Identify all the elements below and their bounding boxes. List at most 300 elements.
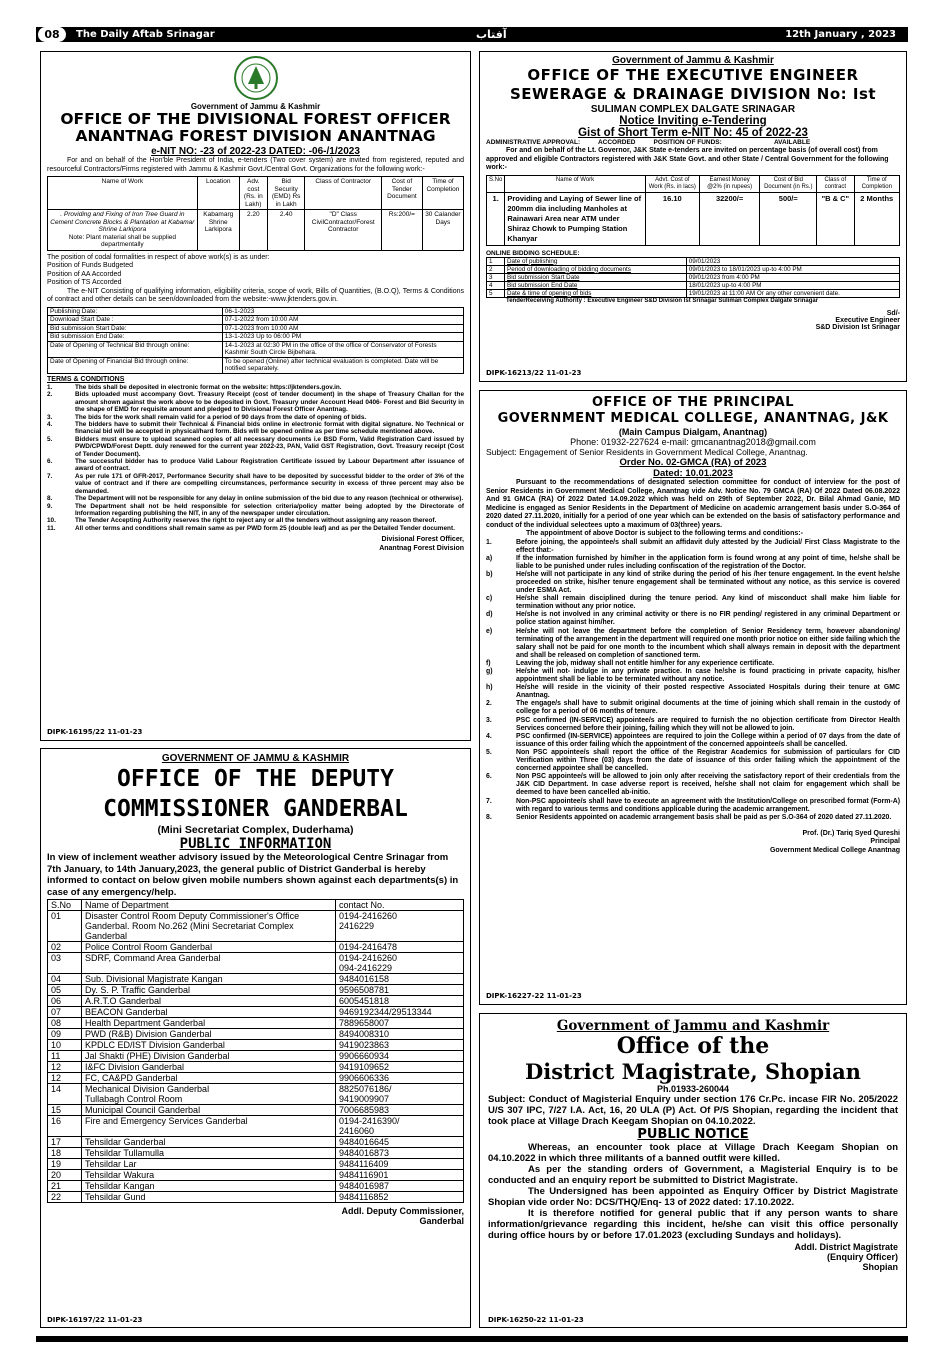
deputy-row-department: Tehsildar Ganderbal bbox=[82, 1137, 336, 1148]
medical-term-number: 2. bbox=[486, 700, 492, 708]
medical-term-item bbox=[486, 571, 900, 595]
medical-term-number: 4. bbox=[486, 732, 492, 740]
forest-date-value: To be opened (Online) after technical evaluation is completed. Date will be notified separately. bbox=[222, 357, 463, 373]
deputy-table-row bbox=[48, 1062, 464, 1073]
medical-sign-2: Principal bbox=[870, 838, 900, 846]
deputy-row-department: Jal Shakti (PHE) Division Ganderbal bbox=[82, 1051, 336, 1062]
sewer-schedule-table bbox=[486, 257, 900, 298]
sewer-schedule-date: 09/01/2023 from 4:00 PM bbox=[686, 273, 899, 281]
forest-term-number: 3. bbox=[47, 413, 53, 421]
shopian-sign-2: (Enquiry Officer) bbox=[826, 1252, 898, 1262]
deputy-row-contact: 9469192344/29513344 bbox=[336, 1007, 464, 1018]
deputy-row-department: Municipal Council Ganderbal bbox=[82, 1105, 336, 1116]
forest-term-item bbox=[47, 525, 464, 532]
forest-dates-table bbox=[47, 307, 464, 374]
deputy-table-row bbox=[48, 1051, 464, 1062]
deputy-table-row bbox=[48, 1181, 464, 1192]
medical-term-item bbox=[486, 684, 900, 700]
medical-term-text: Leaving the job, midway shall not entitle him/her for any experience certificate. bbox=[516, 659, 775, 667]
deputy-title-2: COMMISSIONER GANDERBAL bbox=[103, 796, 408, 822]
deputy-table-row bbox=[48, 942, 464, 953]
forest-term-number: 2. bbox=[47, 391, 53, 399]
forest-table-header: Name of Work bbox=[48, 177, 198, 210]
deputy-row-department: KPDLC ED/IST Division Ganderbal bbox=[82, 1040, 336, 1051]
deputy-row-contact: 6005451818 bbox=[336, 996, 464, 1007]
medical-term-number: g) bbox=[486, 668, 493, 675]
deputy-table-row bbox=[48, 985, 464, 996]
medical-title-2: GOVERNMENT MEDICAL COLLEGE, ANANTNAG, J&K bbox=[497, 411, 889, 426]
forest-term-number: 1. bbox=[47, 384, 53, 391]
forest-advert bbox=[40, 51, 471, 741]
forest-table-header: Cost of Tender Document bbox=[381, 177, 422, 210]
medical-term-text: He/she will reside in the vicinity of their posted respective Associated Hospitals during their tenure at GMC Anantnag. bbox=[516, 684, 900, 700]
deputy-row-number: 21 bbox=[48, 1181, 82, 1192]
deputy-row-contact: 9484116901 bbox=[336, 1170, 464, 1181]
forest-date-row bbox=[48, 357, 464, 373]
deputy-table-row bbox=[48, 1159, 464, 1170]
forest-table-note: Note: Plant material shall be supplied departmentally bbox=[68, 233, 177, 248]
deputy-row-department: Dy. S. P. Traffic Ganderbal bbox=[82, 985, 336, 996]
deputy-sub: (Mini Secretariat Complex, Duderhama) bbox=[157, 824, 354, 836]
deputy-row-department: Tehsildar Kangan bbox=[82, 1181, 336, 1192]
deputy-intro: In view of inclement weather advisory issued by the Meteorological Centre Srinagar from 7th January, to 14th January,2023, the general public of District Ganderbal is hereby informed to contact on below given mobile numbers shown against each departments(s) in case of any emergency/help. bbox=[47, 852, 459, 898]
deputy-table-row bbox=[48, 996, 464, 1007]
deputy-row-contact: 0194-2416478 bbox=[336, 942, 464, 953]
shopian-para-3: The Undersigned has been appointed as Enquiry Officer by District Magistrate Shopian vide order No: DCS/THQ/Enq- 13 of 2022 dated: 17.10.2022. bbox=[488, 1186, 898, 1208]
deputy-row-contact: 9484016987 bbox=[336, 1181, 464, 1192]
deputy-row-number: 22 bbox=[48, 1192, 82, 1203]
deputy-row-number: 16 bbox=[48, 1116, 82, 1137]
forest-enit: e-NIT NO: -23 of 2022-23 DATED: -06-/1/2023 bbox=[151, 146, 360, 157]
medical-term-number: f) bbox=[486, 659, 491, 667]
deputy-row-contact: 0194-2416260 2416229 bbox=[336, 911, 464, 942]
medical-dipk: DIPK-16227-22 11-01-23 bbox=[486, 992, 582, 1000]
medical-term-text: Before joining, the appointee/s shall submit an affidavit duly attested by the Judicial/ First Class Magistrate to the effect that:- bbox=[516, 538, 900, 554]
medical-title-1: OFFICE OF THE PRINCIPAL bbox=[591, 395, 795, 410]
deputy-row-department: PWD (R&B) Division Ganderbal bbox=[82, 1029, 336, 1040]
sewer-table-cell: 16.10 bbox=[645, 192, 699, 245]
medical-term-number: e) bbox=[486, 627, 493, 635]
page-number: 08 bbox=[38, 27, 66, 42]
forest-term-number: 5. bbox=[47, 435, 53, 443]
deputy-row-contact: 0194-2416260 094-2416229 bbox=[336, 953, 464, 974]
medical-term-item bbox=[486, 700, 900, 716]
forest-table-header: Time of Completion bbox=[422, 177, 463, 210]
deputy-dipk: DIPK-16197/22 11-01-23 bbox=[47, 1316, 143, 1324]
medical-term-number: h) bbox=[486, 684, 493, 692]
shopian-gov: Government of Jammu and Kashmir bbox=[556, 1018, 830, 1034]
deputy-row-department: Mechanical Division Ganderbal Tullabagh Control Room bbox=[82, 1084, 336, 1105]
deputy-table-row bbox=[48, 1116, 464, 1137]
forest-term-item bbox=[47, 517, 464, 524]
medical-term-item bbox=[486, 628, 900, 660]
forest-term-number: 11. bbox=[47, 524, 56, 532]
shopian-title-2: District Magistrate, Shopian bbox=[525, 1059, 861, 1084]
forest-table-header: Class of Contractor bbox=[305, 177, 382, 210]
deputy-table-row bbox=[48, 911, 464, 942]
sewer-intro: For and on behalf of the Lt. Governor, J&K State e-tenders are invited on percentage basis (of overall cost) from approved and eligible Contractors registered with J&K State Govt. and other State / Central Government for the following work:- bbox=[486, 147, 889, 171]
forest-date-label: Date of Opening of Financial Bid through online: bbox=[48, 357, 223, 373]
deputy-row-department: Police Control Room Ganderbal bbox=[82, 942, 336, 953]
shopian-para-4: It is therefore notified for general public that if any person wants to share information/grievance regarding this incident, he/she can visit this office personally during office hours by or before 17.01.2023 (excluding Sundays and holidays). bbox=[488, 1208, 898, 1241]
sewer-schedule-row bbox=[487, 289, 900, 297]
medical-term-text: Non PSC appointee/s will be allowed to join only after receiving the satisfactory report of their credentials from the J&K CID Department. In case adverse report is received, he/she shall not claim for engagement which shall be deemed to have been cancelled ab-initio. bbox=[516, 773, 900, 797]
deputy-row-number: 14 bbox=[48, 1084, 82, 1105]
medical-term-item bbox=[486, 749, 900, 773]
forest-term-item bbox=[47, 503, 464, 518]
forest-table-cell: "D" Class CivilContractor/Forest Contractor bbox=[305, 210, 382, 251]
forest-table-cell: Rs:200/= bbox=[381, 210, 422, 251]
forest-term-text: The Tender Accepting Authority reserves the right to reject any or all the tenders without assigning any reason thereof. bbox=[75, 517, 437, 525]
forest-term-number: 10. bbox=[47, 517, 56, 525]
medical-sign-3: Government Medical College Anantnag bbox=[769, 846, 900, 854]
sewer-schedule-heading: ONLINE BIDDING SCHEDULE: bbox=[486, 249, 580, 257]
forest-term-text: The Department will not be responsible for any delay in online submission of the bid due to any reason (technical or otherwise). bbox=[75, 495, 464, 503]
deputy-row-contact: 9484016873 bbox=[336, 1148, 464, 1159]
forest-term-text: Bids uploaded must accompany Govt. Treasury Receipt (cost of tender document) in the shape of Treasury Challan for the amount shown against the work above to be deposited in Govt. Treasury under Account Head 0406- Forest and Bid Security in the shape of EMD for requisite amount and pledged to Divisional Forest Officer Anantnag. bbox=[75, 391, 464, 414]
medical-term-number: 6. bbox=[486, 773, 492, 781]
medical-advert bbox=[479, 390, 907, 1005]
deputy-row-contact: 7006685983 bbox=[336, 1105, 464, 1116]
shopian-dipk: DIPK-16250-22 11-01-23 bbox=[488, 1316, 584, 1324]
medical-term-item bbox=[486, 814, 900, 822]
deputy-table-row bbox=[48, 1040, 464, 1051]
deputy-table-header: S.No bbox=[48, 900, 82, 911]
forest-title-1: OFFICE OF THE DIVISIONAL FOREST OFFICER bbox=[60, 110, 451, 128]
forest-table-cell: Kabamarg Shrine Larkipora bbox=[197, 210, 239, 251]
deputy-heading: PUBLIC INFORMATION bbox=[179, 836, 332, 852]
medical-terms-list bbox=[486, 539, 900, 822]
deputy-row-number: 07 bbox=[48, 1007, 82, 1018]
deputy-row-number: 01 bbox=[48, 911, 82, 942]
deputy-table-row bbox=[48, 1018, 464, 1029]
sewer-table-cell: Providing and Laying of Sewer line of 200mm dia including Manholes at Rainawari Area near ATM under Shiraz Chowk to Pumping Station Khanyar bbox=[505, 192, 645, 245]
shopian-subject: Subject: Conduct of Magisterial Enquiry under section 176 Cr.Pc. incase FIR No. 205/2022 U/S 307 IPC, 7/27 I.A. Act, 16, 20 ULA (P) Act. Of P/S Shopian, regarding the incident that took place at Village Drach Keegam Shopian on 04.10.2022. bbox=[488, 1094, 898, 1127]
sewer-schedule-event: Date of publishing bbox=[505, 257, 687, 265]
forest-date-label: Bid submission Start Date: bbox=[48, 324, 223, 333]
shopian-heading: PUBLIC NOTICE bbox=[637, 1127, 749, 1142]
deputy-table-row bbox=[48, 1073, 464, 1084]
shopian-phone: Ph.01933-260044 bbox=[656, 1084, 730, 1094]
forest-table-header: Location bbox=[197, 177, 239, 210]
forest-date-value: 14-1-2023 at 02:30 PM in the office of the office of Conservator of Forests Kashmir South Circle Bijbehara. bbox=[222, 341, 463, 357]
forest-sign-2: Anantnag Forest Division bbox=[379, 544, 464, 552]
deputy-table-row bbox=[48, 974, 464, 985]
forest-table-header: Bid Security (EMD) Rs in Lakh bbox=[267, 177, 305, 210]
sewer-table-header: Time of Completion bbox=[854, 175, 899, 192]
sewer-schedule-date: 18/01/2023 up-to 4:00 PM bbox=[686, 281, 899, 289]
deputy-row-number: 11 bbox=[48, 1051, 82, 1062]
sewer-table-cell: 500/= bbox=[760, 192, 817, 245]
sewer-notice: Notice Inviting e-Tendering bbox=[619, 115, 767, 127]
deputy-row-number: 17 bbox=[48, 1137, 82, 1148]
deputy-row-number: 06 bbox=[48, 996, 82, 1007]
forest-date-label: Download Start Date : bbox=[48, 316, 223, 325]
medical-term-text: Senior Residents appointed on academic arrangement basis shall be paid as per S.O-364 of 2020 dated 27.11.2020. bbox=[516, 813, 892, 821]
medical-term-text: Non-PSC appointee/s shall have to execute an agreement with the Institution/College on prescribed format (Form-A) with regard to various terms and conditions applicable during the academic arrangement. bbox=[516, 797, 900, 813]
medical-term-text: He/she is not involved in any criminal activity or there is no FIR pending/ registered in any criminal Department or police station against him/her. bbox=[516, 611, 900, 627]
deputy-row-contact: 8825076186/ 9419009907 bbox=[336, 1084, 464, 1105]
sewer-title-2: SEWERAGE & DRAINAGE DIVISION No: Ist bbox=[509, 85, 877, 103]
forest-emblem bbox=[234, 56, 278, 100]
deputy-table-header: Name of Department bbox=[82, 900, 336, 911]
shopian-advert bbox=[479, 1013, 907, 1328]
deputy-row-number: 04 bbox=[48, 974, 82, 985]
forest-position-aa: Position of AA Accorded bbox=[47, 270, 122, 278]
forest-title-2: ANANTNAG FOREST DIVISION ANANTNAG bbox=[75, 127, 436, 145]
sewer-schedule-row bbox=[487, 273, 900, 281]
sewer-work-table bbox=[486, 175, 900, 246]
deputy-row-department: Health Department Ganderbal bbox=[82, 1018, 336, 1029]
deputy-row-department: Tehsildar Wakura bbox=[82, 1170, 336, 1181]
medical-term-item bbox=[486, 798, 900, 814]
sewer-schedule-row bbox=[487, 265, 900, 273]
forest-table-header: Adv. cost (Rs. in Lakh) bbox=[239, 177, 267, 210]
medical-term-item bbox=[486, 595, 900, 611]
forest-term-number: 6. bbox=[47, 458, 53, 466]
sewer-sub: SULIMAN COMPLEX DALGATE SRINAGAR bbox=[590, 104, 796, 115]
deputy-row-contact: 8494008310 bbox=[336, 1029, 464, 1040]
deputy-table-row bbox=[48, 1029, 464, 1040]
deputy-table-row bbox=[48, 1084, 464, 1105]
forest-date-label: Publishing Date: bbox=[48, 307, 223, 316]
forest-term-number: 8. bbox=[47, 495, 53, 503]
deputy-row-contact: 9419109652 bbox=[336, 1062, 464, 1073]
forest-dipk: DIPK-16195/22 11-01-23 bbox=[47, 728, 143, 736]
newspaper-name: The Daily Aftab Srinagar bbox=[76, 29, 215, 40]
sewer-schedule-date: 19/01/2023 at 11:00 AM Or any other convenient date. bbox=[686, 289, 899, 297]
deputy-row-contact: 9484116409 bbox=[336, 1159, 464, 1170]
forest-term-text: The Department shall not be held responsible for selection criteria/policy matter being adopted by the Directorate of Information regarding publishing the NIT, in any of the newspaper under circulation. bbox=[75, 502, 464, 517]
deputy-row-department: SDRF, Command Area Ganderbal bbox=[82, 953, 336, 974]
sewer-schedule-no: 5 bbox=[487, 289, 505, 297]
forest-date-label: Date of Opening of Technical Bid through online: bbox=[48, 341, 223, 357]
medical-sign-1: Prof. (Dr.) Tariq Syed Qureshi bbox=[802, 829, 900, 837]
deputy-contact-table bbox=[47, 899, 464, 1203]
deputy-row-number: 08 bbox=[48, 1018, 82, 1029]
deputy-table-row bbox=[48, 1105, 464, 1116]
sewer-schedule-no: 3 bbox=[487, 273, 505, 281]
sewer-table-header: S.No bbox=[487, 175, 505, 192]
sewer-schedule-event: Bid submission Start Date bbox=[505, 273, 687, 281]
forest-term-text: Bidders must ensure to upload scanned copies of all necessary documents i.e BSD Form, Valid Registration Card issued by PWD/CPWD/Forest Deptt. duly renewed for the current year 2022-23, PAN, Valid GST Registration, Govt. Treasury receipt (Cost of Tender Document). bbox=[75, 435, 464, 458]
deputy-row-contact: 9906660934 bbox=[336, 1051, 464, 1062]
sewer-schedule-no: 1 bbox=[487, 257, 505, 265]
medical-term-number: 5. bbox=[486, 748, 492, 756]
medical-term-number: d) bbox=[486, 611, 493, 619]
deputy-sign-2: Ganderbal bbox=[419, 1216, 464, 1226]
forest-date-row bbox=[48, 341, 464, 357]
deputy-row-contact: 9596508781 bbox=[336, 985, 464, 996]
medical-term-text: The engage/s shall have to submit original documents at the time of joining which shall remain in the custody of college for a period of 06 months of tenure. bbox=[516, 700, 900, 716]
deputy-table-row bbox=[48, 1170, 464, 1181]
shopian-title-1: Office of the bbox=[616, 1033, 770, 1059]
sewer-schedule-event: Period of downloading of bidding documents bbox=[505, 265, 687, 273]
sewer-title-1: OFFICE OF THE EXECUTIVE ENGINEER bbox=[527, 66, 859, 84]
deputy-row-contact: 9484016158 bbox=[336, 974, 464, 985]
deputy-row-department: BEACON Ganderbal bbox=[82, 1007, 336, 1018]
medical-sub: (Main Campus Dialgam, Anantnag) bbox=[618, 427, 768, 437]
medical-term-text: Non PSC appointee/s shall report the office of the Registrar Academics for submission of particulars for CID Verification within Three (03) days from the date of issuance of this order failing which the appointment of the concerned appointee shall be cancelled. bbox=[516, 748, 900, 773]
forest-term-item bbox=[47, 458, 464, 473]
medical-para-1: Pursuant to the recommendations of designated selection committee for conduct of interview for the post of Senior Residents in Government Medical College, Anantnag vide Adv. Notice No. 79 GMCA (RA) Of 2022 Dated 06.08.2022 And 91 GMCA (RA) Of 2022 Dated 14.09.2022 which was held on 29th of September 2022, Dr. Bilal Ahmad Ganie, MD Medicine is engaged as Senior Residents in the Department of Medicine on academic arrangement basis under S.O-364 of 2020 dated 27.11.2020, initially for a period of one year which can be extended on the basis of satisfactory performance and conduct of the individual selectees upto a maximum of 03(three) years. bbox=[486, 479, 900, 529]
medical-term-number: 7. bbox=[486, 797, 492, 805]
forest-term-text: As per rule 171 of GFR-2017, Performance Security shall have to be deposited by successful bidder to the order of 3% of the value of contract and if there are compelling circumstances, performance security in excess of three percent may also be demanded. bbox=[75, 472, 464, 495]
deputy-table-row bbox=[48, 1007, 464, 1018]
deputy-row-number: 12 bbox=[48, 1073, 82, 1084]
medical-term-item bbox=[486, 611, 900, 627]
sewer-schedule-date: 09/01/2023 bbox=[686, 257, 899, 265]
medical-term-number: a) bbox=[486, 554, 493, 562]
forest-term-text: The successful bidder has to produce Valid Labour Registration Certificate issued by Labour Department after issuance of award of contract. bbox=[75, 458, 464, 473]
forest-term-text: The bids shall be deposited in electronic format on the website: https://jktenders.gov.in. bbox=[75, 384, 342, 391]
forest-term-number: 9. bbox=[47, 502, 53, 510]
deputy-table-row bbox=[48, 1148, 464, 1159]
deputy-sign-1: Addl. Deputy Commissioner, bbox=[341, 1206, 464, 1216]
forest-term-item bbox=[47, 384, 464, 391]
sewer-table-header: Class of contract bbox=[817, 175, 854, 192]
medical-term-text: He/she will not participate in any kind of strike during the period of his /her tenure engagement. In the event he/she proceeded on strike, his/her tenure engagement shall be terminated without any notice, as this service is covered under ESMA Act. bbox=[516, 570, 900, 595]
medical-term-text: He/she will not- indulge in any private practice. In case he/she is found practicing in private capacity, his/her appointment shall be liable to be terminated without any notice. bbox=[516, 668, 900, 684]
medical-term-number: 8. bbox=[486, 813, 492, 821]
sewer-schedule-date: 09/01/2023 to 18/01/2023 up-to 4:00 PM bbox=[686, 265, 899, 273]
sewerage-advert bbox=[479, 51, 907, 382]
deputy-row-contact: 9484016645 bbox=[336, 1137, 464, 1148]
forest-date-value: 07-1-2023 from 10:00 AM bbox=[222, 324, 463, 333]
sewer-schedule-event: Date & time of opening of bids bbox=[505, 289, 687, 297]
medical-term-item bbox=[486, 717, 900, 733]
deputy-row-department: Tehsildar Tullamulla bbox=[82, 1148, 336, 1159]
deputy-row-department: Fire and Emergency Services Ganderbal bbox=[82, 1116, 336, 1137]
deputy-row-number: 15 bbox=[48, 1105, 82, 1116]
sewer-sign-2: S&D Division Ist Srinagar bbox=[815, 323, 900, 331]
sewer-table-header: Advt. Cost of Work (Rs. in lacs) bbox=[645, 175, 699, 192]
medical-subject: Subject: Engagement of Senior Residents in Government Medical College, Anantnag. bbox=[486, 447, 808, 457]
deputy-row-number: 12 bbox=[48, 1062, 82, 1073]
forest-codal: The position of codal formalities in respect of above work(s) is as under: bbox=[47, 253, 270, 261]
forest-table-cell: 2.20 bbox=[239, 210, 267, 251]
deputy-row-number: 18 bbox=[48, 1148, 82, 1159]
deputy-table-header: contact No. bbox=[336, 900, 464, 911]
deputy-row-department: Disaster Control Room Deputy Commissioner's Office Ganderbal. Room No.262 (Mini Secretariat Complex Ganderbal bbox=[82, 911, 336, 942]
deputy-row-number: 05 bbox=[48, 985, 82, 996]
forest-terms-list bbox=[47, 384, 464, 532]
deputy-row-contact: 9484116852 bbox=[336, 1192, 464, 1203]
shopian-para-1: Whereas, an encounter took place at Village Drach Keegam Shopian on 04.10.2022 in which three militants of a banned outfit were killed. bbox=[488, 1142, 898, 1164]
sewer-table-header: Name of Work bbox=[505, 175, 645, 192]
medical-term-number: 1. bbox=[486, 538, 492, 546]
masthead-logo: آفتاب bbox=[476, 28, 507, 41]
deputy-row-department: Sub. Divisional Magistrate Kangan bbox=[82, 974, 336, 985]
deputy-row-number: 20 bbox=[48, 1170, 82, 1181]
sewer-table-cell: 32200/= bbox=[699, 192, 759, 245]
deputy-row-department: FC, CA&PD Ganderbal bbox=[82, 1073, 336, 1084]
forest-term-item bbox=[47, 414, 464, 421]
forest-term-text: All other terms and conditions shall remain same as per PWD form 25 (double leaf) and as per the Detailed Tender document. bbox=[75, 524, 455, 532]
forest-term-number: 7. bbox=[47, 472, 53, 480]
deputy-title-1: OFFICE OF THE DEPUTY bbox=[117, 766, 394, 792]
deputy-row-number: 02 bbox=[48, 942, 82, 953]
shopian-sign-1: Addl. District Magistrate bbox=[794, 1242, 898, 1252]
medical-term-text: He/she will not leave the department before the completion of Senior Residency term, however abandoning/ terminating of the arrangement in the department will required one month prior notice on either side failing which the salary shall not be paid for one month to the incumbent which shall always remain in deposit with the department and shall be released on completion of sanctioned term. bbox=[516, 627, 900, 659]
deputy-row-number: 09 bbox=[48, 1029, 82, 1040]
sewer-gov: Government of Jammu & Kashmir bbox=[612, 55, 774, 66]
medical-phone: Phone: 01932-227624 e-mail: gmcanantnag2018@gmail.com bbox=[570, 437, 816, 447]
sewer-schedule-event: Bid submission End Date bbox=[505, 281, 687, 289]
sewer-table-header: Earnest Money @2% (in rupees) bbox=[699, 175, 759, 192]
deputy-advert bbox=[40, 748, 471, 1328]
deputy-row-number: 10 bbox=[48, 1040, 82, 1051]
sewer-table-cell: 1. bbox=[487, 192, 505, 245]
medical-term-number: b) bbox=[486, 570, 493, 578]
deputy-table-row bbox=[48, 1137, 464, 1148]
forest-term-text: The bids for the work shall remain valid for a period of 90 days from the date of opening of bids. bbox=[75, 413, 367, 421]
medical-term-item bbox=[486, 539, 900, 555]
medical-term-number: c) bbox=[486, 595, 493, 603]
forest-sign-1: Divisional Forest Officer, bbox=[381, 536, 464, 544]
forest-date-value: 06-1-2023 bbox=[222, 307, 463, 316]
medical-term-text: If the information furnished by him/her in the application form is found wrong at any point of time, he/she shall be liable to be punished under rules including confiscation of the registration of the Doctor. bbox=[516, 554, 900, 570]
medical-order: Order No. 02-GMCA (RA) of 2023 bbox=[619, 457, 767, 468]
deputy-row-contact: 9419023863 bbox=[336, 1040, 464, 1051]
deputy-row-department: A.R.T.O Ganderbal bbox=[82, 996, 336, 1007]
forest-position-ts: Position of TS Accorded bbox=[47, 279, 122, 286]
forest-term-item bbox=[47, 436, 464, 458]
deputy-table-row bbox=[48, 1192, 464, 1203]
forest-position-funds: Position of Funds Budgeted bbox=[47, 262, 134, 269]
medical-term-item bbox=[486, 668, 900, 684]
deputy-row-contact: 7889658007 bbox=[336, 1018, 464, 1029]
forest-work-table bbox=[47, 176, 464, 251]
forest-term-item bbox=[47, 421, 464, 436]
forest-term-item bbox=[47, 473, 464, 495]
medical-dated: Dated: 10.01.2023 bbox=[653, 468, 733, 479]
deputy-row-department: Tehsildar Gund bbox=[82, 1192, 336, 1203]
sewer-sd: Sd/- bbox=[886, 309, 900, 317]
forest-table-cell: 30 Calander Days bbox=[422, 210, 463, 251]
medical-term-item bbox=[486, 773, 900, 797]
medical-term-item bbox=[486, 555, 900, 571]
forest-date-value: 13-1-2023 Up to 06:00 PM bbox=[222, 333, 463, 342]
deputy-table-header-row bbox=[48, 900, 464, 911]
sewer-dipk: DIPK-16213/22 11-01-23 bbox=[486, 369, 582, 377]
forest-enit-text: The e-NIT Consisting of qualifying information, eligibility criteria, scope of work, Bills of Quantities, (B.O.Q), Terms & Conditions of contract and other details can be seen/downloaded from the website:-www.jktenders.gov.in. bbox=[47, 287, 464, 303]
deputy-gov: GOVERNMENT OF JAMMU & KASHMIR bbox=[161, 753, 350, 764]
sewer-authority: TenderReceiving Authority : Executive Engineer S&D Division Ist Srinagar Suliman Complex Dalgate Srinagar bbox=[506, 297, 819, 304]
forest-term-number: 4. bbox=[47, 421, 53, 429]
header-bar bbox=[36, 27, 908, 42]
shopian-para-2: As per the standing orders of Government, a Magisterial Enquiry is to be conducted and an enquiry report be submitted to District Magistrate. bbox=[488, 1164, 898, 1186]
sewer-schedule-no: 4 bbox=[487, 281, 505, 289]
medical-term-number: 3. bbox=[486, 716, 492, 724]
deputy-row-contact: 9906606336 bbox=[336, 1073, 464, 1084]
sewer-table-cell: "B & C" bbox=[817, 192, 854, 245]
forest-date-row bbox=[48, 324, 464, 333]
issue-date: 12th January , 2023 bbox=[785, 29, 896, 40]
sewer-schedule-no: 2 bbox=[487, 265, 505, 273]
sewer-schedule-row bbox=[487, 257, 900, 265]
medical-term-text: PSC confirmed (IN-SERVICE) appointee/s are required to furnish the no objection certificate from Director Health Services concerned before their joining, failing which they will not be allowed to join. bbox=[516, 716, 900, 732]
footer-bar bbox=[36, 1336, 908, 1342]
forest-term-item bbox=[47, 391, 464, 413]
deputy-row-number: 19 bbox=[48, 1159, 82, 1170]
deputy-row-department: I&FC Division Ganderbal bbox=[82, 1062, 336, 1073]
forest-date-row bbox=[48, 307, 464, 316]
deputy-row-department: Tehsildar Lar bbox=[82, 1159, 336, 1170]
deputy-row-contact: 0194-2416390/ 2416060 bbox=[336, 1116, 464, 1137]
forest-date-value: 07-1-2022 from 10:00 AM bbox=[222, 316, 463, 325]
forest-intro: For and on behalf of the Hon'ble President of India, e-tenders (Two cover system) are invited from registered, reputed and resourceful Contractors/Firms registered with Jammu & Kashmir Govt./Central Govt. Organizations for the following work:- bbox=[47, 157, 464, 173]
